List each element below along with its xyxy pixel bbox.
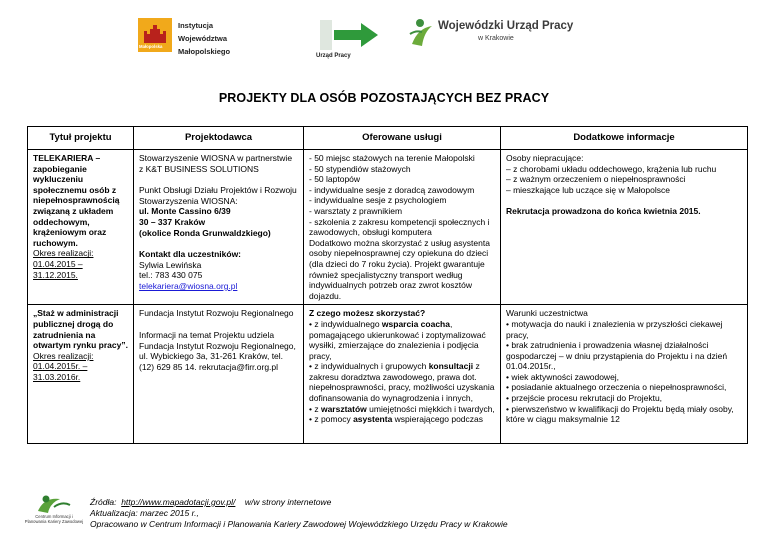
update-line: Aktualizacja: marzec 2015 r., <box>90 508 199 518</box>
info-line: • wiek aktywności zawodowej, <box>506 371 620 382</box>
table-header-row <box>28 127 748 150</box>
urzad-pracy-caption: Urząd Pracy <box>316 53 351 59</box>
contact-name: Sylwia Lewińska <box>139 259 202 270</box>
period-label: Okres realizacji: <box>33 350 94 361</box>
urzad-pracy-logo <box>316 16 386 60</box>
organizer-info: Informacji na temat Projektu udziela Fundacja Instytut Rozwoju Regionalnego, ul. Wybickiego 3a, 31-261 Kraków, tel. (12) 629 85 14. rekrutacja@firr.org.pl <box>139 329 296 372</box>
institution-line: Województwa <box>178 34 228 43</box>
service-item: • z warsztatów umiejętności miękkich i twardych, <box>309 403 495 414</box>
contact-phone: tel.: 783 430 075 <box>139 270 203 281</box>
column-header: Dodatkowe informacje <box>501 127 748 150</box>
column-header: Oferowane usługi <box>304 127 501 150</box>
column-header: Tytuł projektu <box>28 127 134 150</box>
centrum-figure-icon <box>24 493 84 515</box>
project-title: „Staż w administracji publicznej drogą do zatrudnienia na otwartym rynku pracy”. <box>33 308 128 351</box>
institution-line: Małopolskiego <box>178 47 231 56</box>
service-point-label: Punkt Obsługi Działu Projektów i Rozwoju Stowarzyszenia WIOSNA: <box>139 185 297 206</box>
arrow-icon <box>316 16 386 52</box>
projects-table <box>27 126 748 444</box>
column-header: Projektodawca <box>134 127 304 150</box>
table-row <box>28 305 748 444</box>
address-line: 30 – 337 Kraków <box>139 216 206 227</box>
service-item: • z indywidualnego wsparcia coacha, pomagającego ukierunkować i zoptymalizować wysiłki, zmierzające do znalezienia i podjęcia pracy, <box>309 318 486 361</box>
period-value: 01.04.2015r. – 31.03.2016r. <box>33 361 88 382</box>
footer-notes <box>90 497 508 530</box>
service-item: - 50 laptopów <box>309 174 361 185</box>
project-title-cell <box>28 305 134 444</box>
info-line: • brak zatrudnienia i prowadzenia własnej działalności gospodarczej – w dniu przystąpienia do Projektu i na dzień 01.04.2015r., <box>506 340 728 372</box>
info-line: • posiadanie aktualnego orzeczenia o niepełnosprawności, <box>506 382 727 393</box>
services-cell <box>304 150 501 305</box>
source-line: Źródła: http://www.mapadotacji.gov.pl/ w/w strony internetowe <box>90 497 332 507</box>
contact-label: Kontakt dla uczestników: <box>139 249 242 260</box>
contact-email-link[interactable]: telekariera@wiosna.org.pl <box>139 280 238 291</box>
service-item: - indywidualne sesje z psychologiem <box>309 195 447 206</box>
wup-city: w Krakowie <box>478 35 514 42</box>
services-heading: Z czego możesz skorzystać? <box>309 308 426 319</box>
project-title: TELEKARIERA – zapobieganie wykluczeniu społecznemu osób z niepełnosprawnością związaną z układem oddechowym, krążeniowym oraz ruchowym. <box>33 153 120 248</box>
service-item: - szkolenia z zakresu kompetencji społecznych i zawodowych, obsługi komputera <box>309 216 490 238</box>
wup-name: Wojewódzki Urząd Pracy <box>438 20 574 32</box>
wup-figure-icon <box>408 18 436 48</box>
prepared-line: Opracowano w Centrum Informacji i Planowania Kariery Zawodowej Wojewódzkiego Urzędu Pracy w Krakowie <box>90 519 508 529</box>
institution-name <box>178 19 230 58</box>
info-line: – z chorobami układu oddechowego, krążenia lub ruchu <box>506 163 717 174</box>
table-row <box>28 150 748 305</box>
centrum-caption: Centrum Informacji i Planowania Kariery Zawodowej <box>24 514 84 524</box>
malopolska-badge <box>138 18 172 52</box>
info-line: – mieszkające lub uczące się w Małopolsce <box>506 184 670 195</box>
info-line: – z ważnym orzeczeniem o niepełnosprawności <box>506 174 686 185</box>
institution-line: Instytucja <box>178 21 214 30</box>
info-cell <box>501 150 748 305</box>
organizer-name: Fundacja Instytut Rozwoju Regionalnego <box>139 308 294 319</box>
info-line: Warunki uczestnictwa <box>506 308 588 319</box>
centrum-logo <box>24 493 84 539</box>
info-cell <box>501 305 748 444</box>
info-line: • motywacja do nauki i znalezienia w przyszłości ciekawej pracy, <box>506 318 723 340</box>
info-line: Osoby niepracujące: <box>506 153 584 163</box>
services-cell <box>304 305 501 444</box>
project-title-cell <box>28 150 134 305</box>
period-value: 01.04.2015 – 31.12.2015. <box>33 258 83 280</box>
service-item: - 50 stypendiów stażowych <box>309 163 411 174</box>
period-label: Okres realizacji: <box>33 248 94 259</box>
service-item: - indywidualne sesje z doradcą zawodowym <box>309 184 475 195</box>
malopolska-badge-text: Małopolska <box>139 44 163 49</box>
service-item: • z pomocy asystenta wspierającego podczas <box>309 414 484 425</box>
recruitment-note: Rekrutacja prowadzona do końca kwietnia 2015. <box>506 206 701 217</box>
organizer-name: Stowarzyszenie WIOSNA w partnerstwie z K&T BUSINESS SOLUTIONS <box>139 153 293 174</box>
page-title: PROJEKTY DLA OSÓB POZOSTAJĄCYCH BEZ PRACY <box>218 91 550 105</box>
address-line: ul. Monte Cassino 6/39 <box>139 206 231 217</box>
info-line: • przejście procesu rekrutacji do Projektu, <box>506 393 663 404</box>
service-item: Dodatkowo można skorzystać z usług asystenta osoby niepełnosprawnej czy opiekuna do dzieci (dla dzieci do 7 roku życia). Projekt gwarantuje również specjalistyczny transport według indywidualnych potrzeb oraz zwrot kosztów dojazdu. <box>309 237 490 301</box>
service-item: • z indywidualnych i grupowych konsultacji z zakresu doradztwa zawodowego, prawa dot. niepełnosprawności, pracy, możliwości uzyskania dofinansowania do wynagrodzenia i innych, <box>309 361 495 404</box>
service-item: - 50 miejsc stażowych na terenie Małopolski <box>309 153 475 163</box>
info-line: • pierwszeństwo w kwalifikacji do Projektu będą miały osoby, które w ciągu maksymalnie 12 <box>506 403 734 425</box>
service-item: - warsztaty z prawnikiem <box>309 205 403 216</box>
source-link[interactable]: http://www.mapadotacji.gov.pl/ <box>121 497 236 507</box>
organizer-cell <box>134 305 304 444</box>
address-line: (okolice Ronda Grunwaldzkiego) <box>139 227 271 238</box>
organizer-cell <box>134 150 304 305</box>
